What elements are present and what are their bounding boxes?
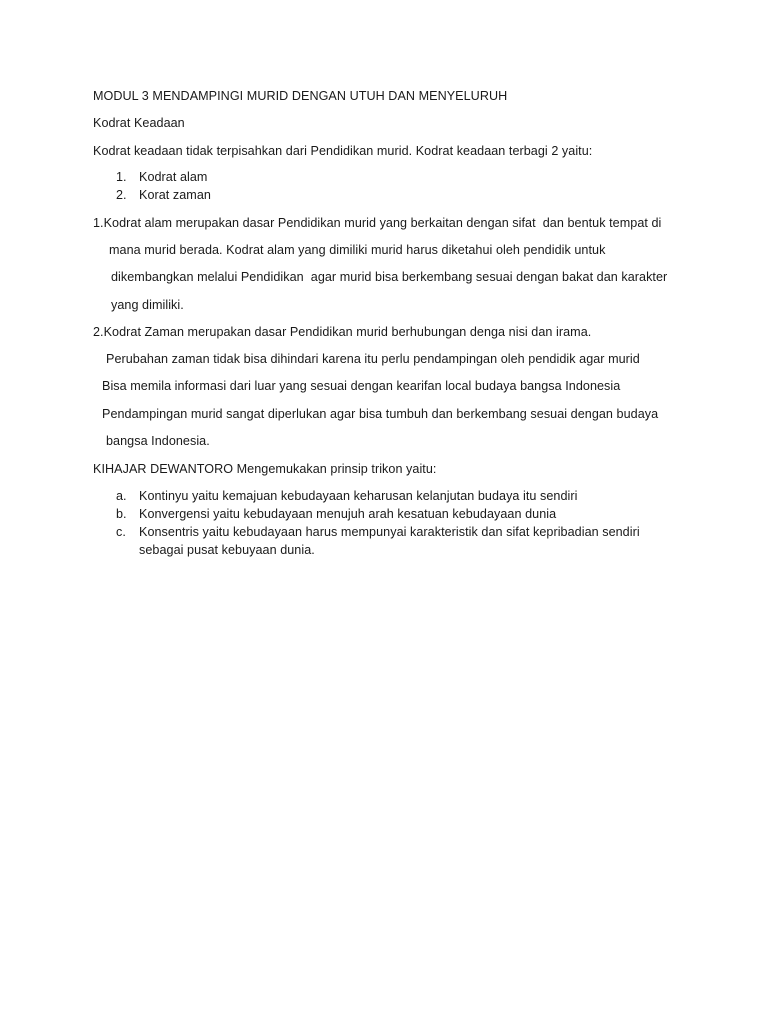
list-item-text: Konsentris yaitu kebudayaan harus mempunyai karakteristik dan sifat kepribadian sendiri [139,525,640,539]
document-title: MODUL 3 MENDAMPINGI MURID DENGAN UTUH DAN MENYELURUH [93,89,508,103]
trikon-intro: KIHAJAR DEWANTORO Mengemukakan prinsip trikon yaitu: [93,462,437,476]
list-marker: 1. [116,170,127,184]
paragraph-line: Pendampingan murid sangat diperlukan agar bisa tumbuh dan berkembang sesuai dengan budaya [102,407,659,421]
paragraph-line: bangsa Indonesia. [106,434,210,448]
paragraph-line: dikembangkan melalui Pendidikan agar murid bisa berkembang sesuai dengan bakat dan karakter [111,270,668,284]
list-item-text: Korat zaman [139,188,211,202]
intro-paragraph: Kodrat keadaan tidak terpisahkan dari Pendidikan murid. Kodrat keadaan terbagi 2 yaitu: [93,144,593,158]
section-heading: Kodrat Keadaan [93,116,185,130]
paragraph-line: 1.Kodrat alam merupakan dasar Pendidikan murid yang berkaitan dengan sifat dan bentuk tempat di [93,216,662,230]
list-marker: c. [116,525,126,539]
list-item-text: Konvergensi yaitu kebudayaan menujuh arah kesatuan kebudayaan dunia [139,507,557,521]
list-item-text: Kodrat alam [139,170,208,184]
list-item-text: Kontinyu yaitu kemajuan kebudayaan keharusan kelanjutan budaya itu sendiri [139,489,578,503]
paragraph-line: Bisa memila informasi dari luar yang sesuai dengan kearifan local budaya bangsa Indonesia [102,379,621,393]
paragraph-line: 2.Kodrat Zaman merupakan dasar Pendidikan murid berhubungan denga nisi dan irama. [93,325,592,339]
list-marker: a. [116,489,127,503]
list-item-continuation: sebagai pusat kebuyaan dunia. [139,543,315,557]
list-marker: b. [116,507,127,521]
paragraph-line: yang dimiliki. [111,298,184,312]
paragraph-line: Perubahan zaman tidak bisa dihindari karena itu perlu pendampingan oleh pendidik agar murid [106,352,640,366]
list-marker: 2. [116,188,127,202]
paragraph-line: mana murid berada. Kodrat alam yang dimiliki murid harus diketahui oleh pendidik untuk [109,243,606,257]
